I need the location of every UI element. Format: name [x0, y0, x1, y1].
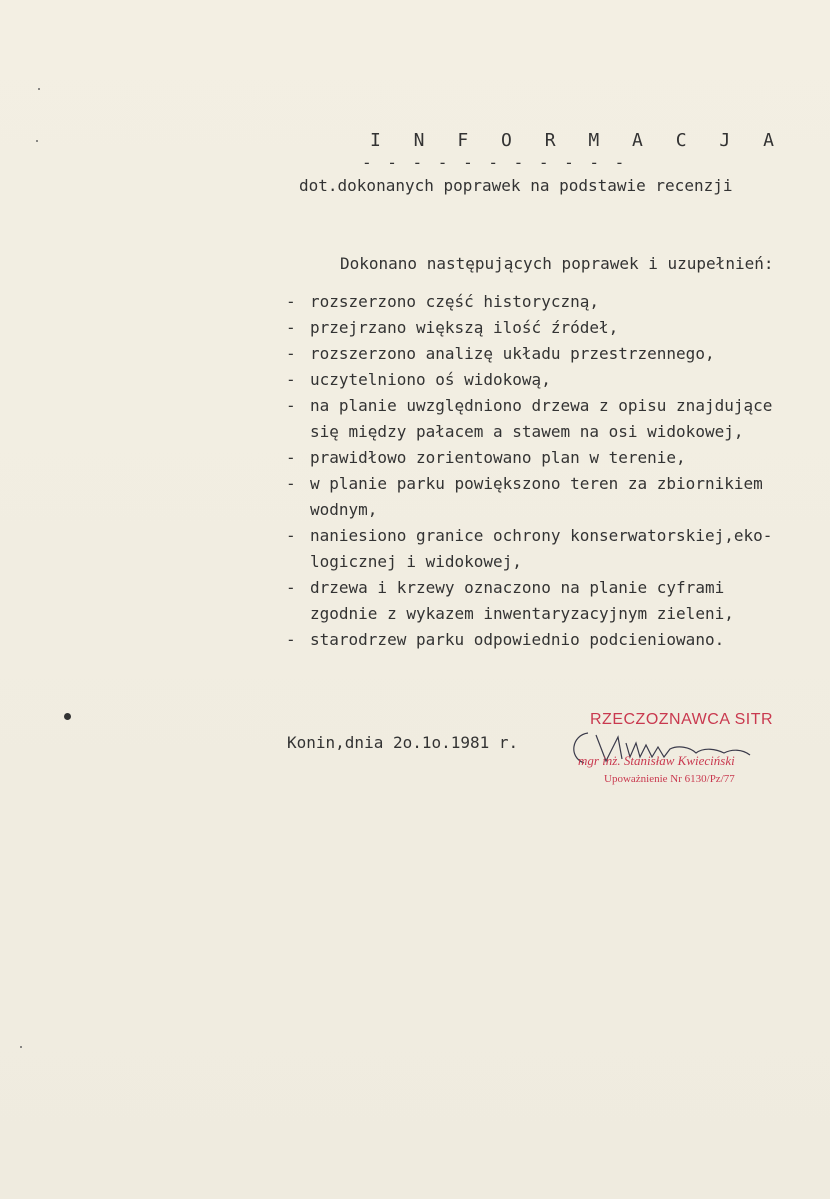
bullet-dash: - [286, 370, 296, 389]
stamp-authorization: Upoważnienie Nr 6130/Pz/77 [604, 773, 735, 785]
bullet-dash: - [286, 448, 296, 467]
place-and-date: Konin,dnia 2o.1o.1981 r. [287, 733, 519, 752]
corrections-list [286, 289, 772, 653]
list-item: - w planie parku powiększono teren za zbiornikiem [286, 471, 772, 497]
intro-line: Dokonano następujących poprawek i uzupełnień: [340, 254, 774, 273]
document-subtitle: dot.dokonanych poprawek na podstawie recenzji [299, 176, 733, 195]
list-item: - rozszerzono część historyczną, [286, 289, 772, 315]
list-item-continuation: zgodnie z wykazem inwentaryzacyjnym zieleni, [310, 604, 734, 623]
title-underline: - - - - - - - - - - - [362, 153, 628, 172]
bullet-dash: - [286, 344, 296, 363]
bullet-dash: - [286, 292, 296, 311]
stamp-title: RZECZOZNAWCA SITR [590, 711, 774, 728]
paper-speck [36, 140, 38, 142]
paper-speck [20, 1046, 22, 1048]
punch-hole-icon [64, 713, 71, 720]
list-item-continuation: logicznej i widokowej, [310, 552, 522, 571]
bullet-dash: - [286, 526, 296, 545]
list-item-continuation: się między pałacem a stawem na osi widokowej, [310, 422, 744, 441]
list-item: - na planie uwzględniono drzewa z opisu znajdujące [286, 393, 772, 419]
bullet-dash: - [286, 578, 296, 597]
list-item-continuation: wodnym, [310, 500, 378, 519]
list-item: - drzewa i krzewy oznaczono na planie cyframi [286, 575, 772, 601]
bullet-dash: - [286, 630, 296, 649]
paper-speck [38, 88, 40, 90]
list-item: - rozszerzono analizę układu przestrzennego, [286, 341, 772, 367]
list-item: - przejrzano większą ilość źródeł, [286, 315, 772, 341]
list-item: - prawidłowo zorientowano plan w terenie, [286, 445, 772, 471]
list-item: - uczytelniono oś widokową, [286, 367, 772, 393]
expert-stamp [566, 709, 806, 799]
bullet-dash: - [286, 474, 296, 493]
bullet-dash: - [286, 318, 296, 337]
bullet-dash: - [286, 396, 296, 415]
list-item: - naniesiono granice ochrony konserwatorskiej,eko- [286, 523, 772, 549]
list-item: - starodrzew parku odpowiednio podcieniowano. [286, 627, 772, 653]
document-title: I N F O R M A C J A [370, 130, 785, 151]
stamp-name: mgr inż. Stanisław Kwieciński [578, 753, 735, 768]
